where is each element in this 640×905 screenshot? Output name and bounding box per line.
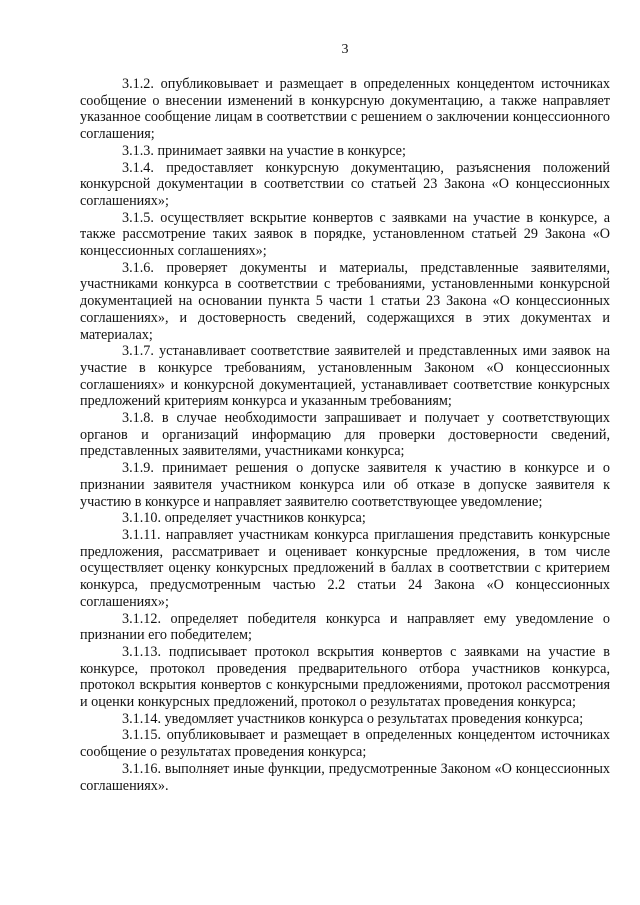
paragraph-3-1-14: 3.1.14. уведомляет участников конкурса о результатах проведения конкурса;: [122, 710, 584, 727]
page-number: 3: [341, 42, 349, 57]
paragraph-3-1-9: 3.1.9. принимает решения о допуске заявителя к участию в конкурсе и о признании заявителя участником конкурса или об отказе в допуске заявителя к участию в конкурсе и направляет заявителю соответствующее уведомление;: [80, 460, 610, 510]
paragraph-3-1-16: 3.1.16. выполняет иные функции, предусмотренные Законом «О концессионных соглашениях».: [80, 760, 610, 794]
paragraph-3-1-8: 3.1.8. в случае необходимости запрашивает и получает у соответствующих органов и организаций информацию для проверки достоверности сведений, представленных заявителями, участниками конкурса;: [80, 410, 610, 460]
paragraph-3-1-4: 3.1.4. предоставляет конкурсную документацию, разъяснения положений конкурсной документации в соответствии со статьей 23 Закона «О концессионных соглашениях»;: [80, 159, 610, 209]
paragraph-3-1-3: 3.1.3. принимает заявки на участие в конкурсе;: [122, 142, 406, 159]
paragraph-3-1-10: 3.1.10. определяет участников конкурса;: [122, 510, 366, 527]
paragraph-3-1-5: 3.1.5. осуществляет вскрытие конвертов с заявками на участие в конкурсе, а также рассмотрение таких заявок в порядке, установленном статьей 29 Закона «О концессионных соглашениях»;: [80, 209, 610, 260]
paragraph-3-1-7: 3.1.7. устанавливает соответствие заявителей и представленных ими заявок на участие в конкурсе требованиям, установленным Законом «О концессионных соглашениях» и конкурсной документацией, устанавливает соответствие конкурсных предложений критериям конкурса и указанным требованиям;: [80, 343, 610, 410]
paragraph-3-1-15: 3.1.15. опубликовывает и размещает в определенных концедентом источниках сообщение о результатах проведения конкурса;: [80, 727, 610, 761]
document-body: [80, 76, 610, 794]
paragraph-3-1-12: 3.1.12. определяет победителя конкурса и направляет ему уведомление о признании его победителем;: [80, 610, 610, 644]
paragraph-3-1-2: 3.1.2. опубликовывает и размещает в определенных концедентом источниках сообщение о внесении изменений в конкурсную документацию, а также направляет указанное сообщение лицам в соответствии с решением о заключении концессионного соглашения;: [80, 76, 610, 143]
paragraph-3-1-6: 3.1.6. проверяет документы и материалы, представленные заявителями, участниками конкурса в соответствии с требованиями, установленными конкурсной документацией на основании пункта 5 части 1 статьи 23 Закона «О концессионных соглашениях», и достоверность сведений, содержащихся в этих документах и материалах;: [80, 259, 610, 343]
paragraph-3-1-13: 3.1.13. подписывает протокол вскрытия конвертов с заявками на участие в конкурсе, протокол проведения предварительного отбора участников конкурса, протокол вскрытия конвертов с конкурсными предложениями, протокол рассмотрения и оценки конкурсных предложений, протокол о результатах проведения конкурса;: [80, 643, 610, 711]
paragraph-3-1-11: 3.1.11. направляет участникам конкурса приглашения представить конкурсные предложения, рассматривает и оценивает конкурсные предложения, в том числе осуществляет оценку конкурсных предложений в баллах в соответствии с критерием конкурса, предусмотренным частью 2.2 статьи 24 Закона «О концессионных соглашениях»;: [80, 526, 610, 610]
